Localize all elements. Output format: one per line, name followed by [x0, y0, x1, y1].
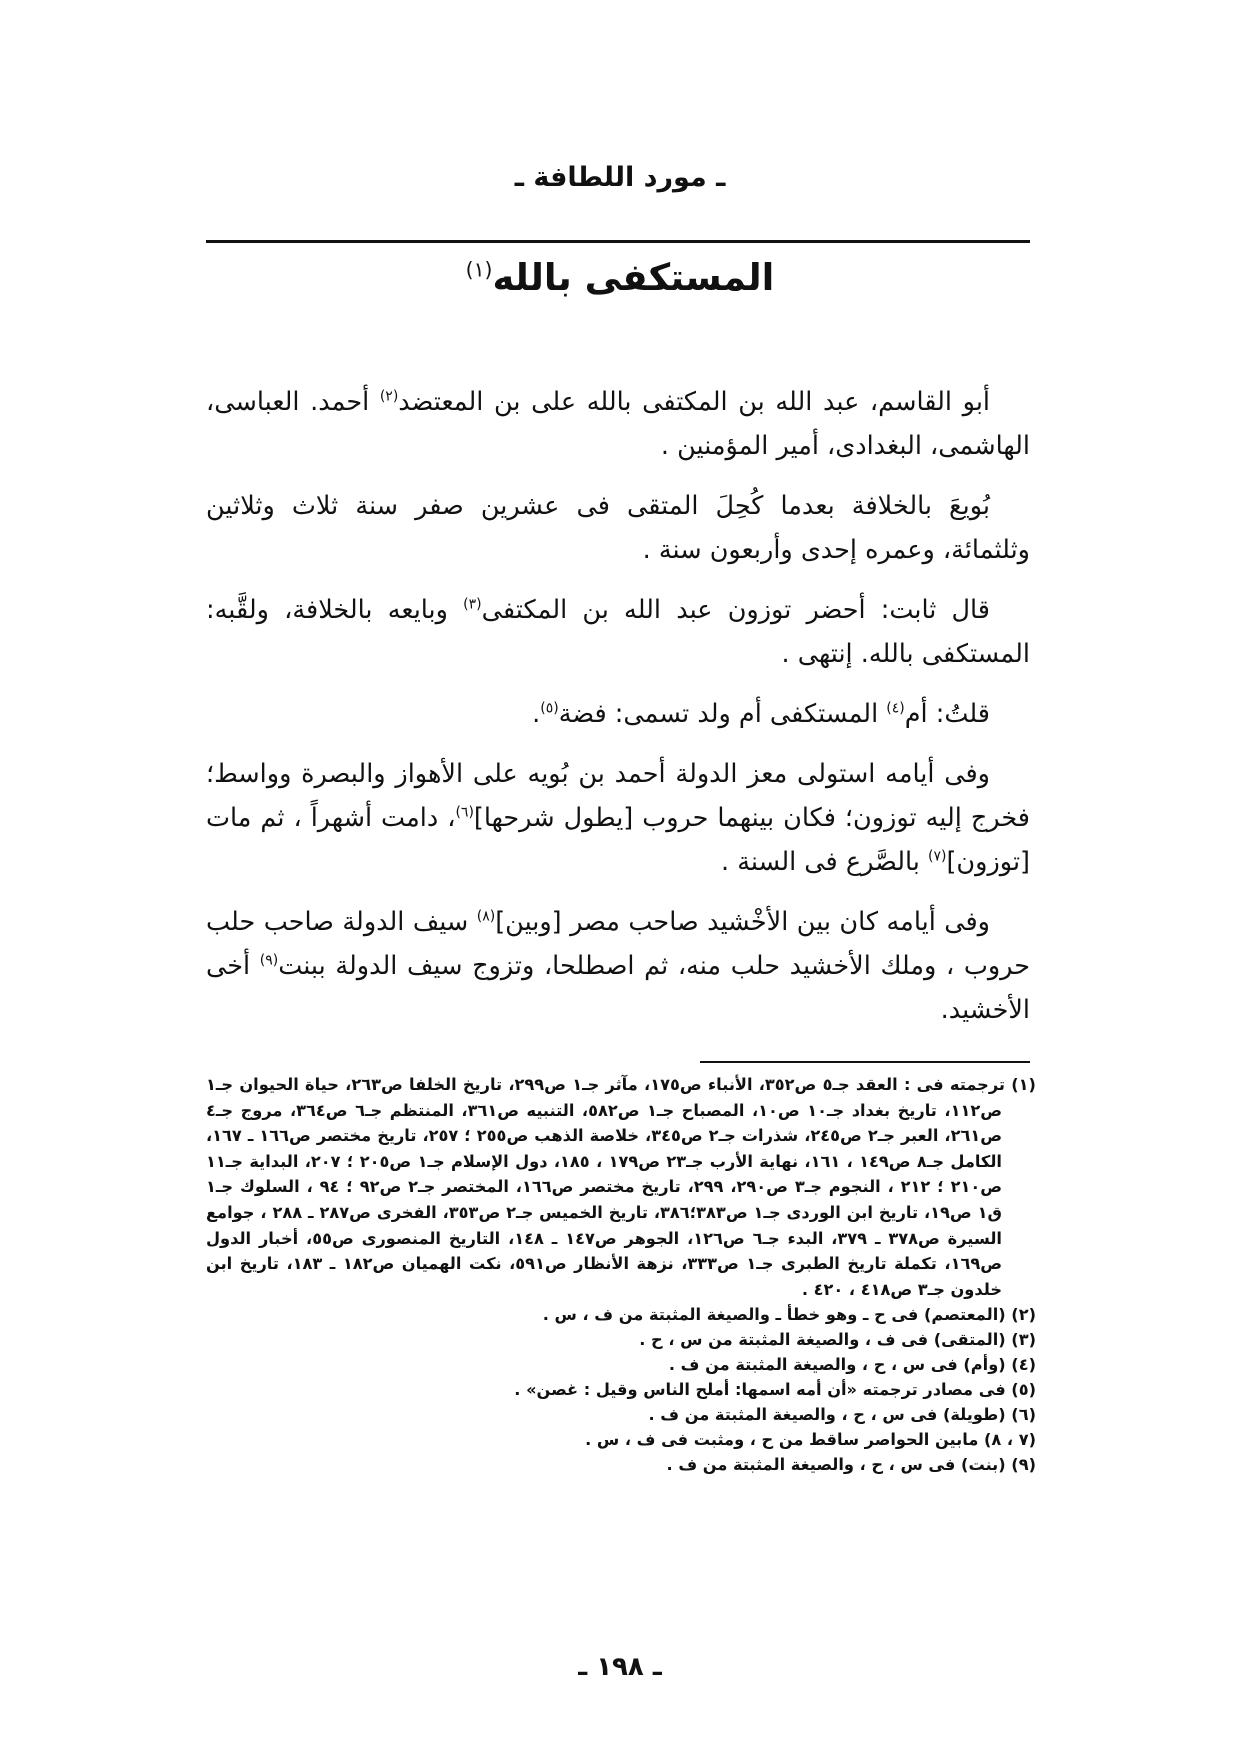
footnote: (٣) (المتقى) فى ف ، والصيغة المثبتة من س ، ح . [639, 1330, 1036, 1350]
paragraph [206, 900, 1030, 1032]
paragraph-text: سيف الدولة صاحب حلب حروب ، وملك الأخشيد حلب منه، ثم اصطلحا، وتزوج سيف الدولة ببنت [206, 907, 1030, 981]
paragraph-text: وفى أيامه استولى معز الدولة أحمد بن بُويه على الأهواز والبصرة وواسط؛ فخرج إليه توزون؛ فكان بينهما حروب [يطول شرحها] [206, 759, 1030, 833]
page-number: ـ ١٩٨ ـ [578, 1652, 662, 1682]
paragraph-text: . [532, 699, 541, 729]
note-ref: (٨) [476, 908, 496, 925]
chapter-title-text: المستكفى بالله [492, 256, 775, 299]
paragraph [206, 692, 1030, 736]
note-ref: (٦) [455, 804, 474, 821]
note-ref: (٩) [259, 952, 279, 969]
note-ref: (٧) [928, 848, 947, 865]
paragraph-text: بُويعَ بالخلافة بعدما كُحِلَ المتقى فى عشرين صفر سنة ثلاث وثلاثين وثلثمائة، وعمره إحدى وأربعون سنة . [206, 491, 1030, 565]
paragraph-text: قال ثابت: أحضر توزون عبد الله بن المكتفى [481, 595, 990, 625]
footnote: (٦) (طويلة) فى س ، ح ، والصيغة المثبتة من ف . [648, 1405, 1036, 1425]
paragraph-text: وفى أيامه كان بين الأخْشيد صاحب مصر [وبين] [495, 907, 990, 937]
paragraph-text: أبو القاسم، عبد الله بن المكتفى بالله على بن المعتضد [398, 387, 990, 417]
paragraph-text: أخى الأخشيد. [206, 951, 1030, 1025]
footnote: (٥) فى مصادر ترجمته «أن أمه اسمها: أملح الناس وقيل : غصن» . [514, 1380, 1036, 1400]
paragraph-text: أحمد. العباسى، الهاشمى، البغدادى، أمير المؤمنين . [206, 387, 1030, 461]
footnotes [206, 1072, 1036, 1477]
note-ref: (٤) [886, 700, 905, 717]
header-divider [206, 240, 1030, 243]
note-ref: (٥) [540, 700, 559, 717]
running-head: ـ مورد اللطافة ـ [514, 162, 726, 193]
footnote: (٩) (بنت) فى س ، ح ، والصيغة المثبتة من ف . [666, 1455, 1036, 1475]
note-ref: (٣) [463, 596, 482, 613]
footnote: (١) ترجمته فى : العقد جـ٥ ص٣٥٢، الأنباء ص١٧٥، مآثر جـ١ ص٢٩٩، تاريخ الخلفا ص٢٦٣، حياة الحيوان جـ١ ص١١٢، تاريخ بغداد جـ١٠ ص١٠، المصباح جـ١ ص٥٨٢، التنبيه ص٣٦١، المنتظم جـ٦ ص٣٦٤، مروج جـ٤ ص٢٦١، العبر جـ٢ ص٢٤٥، شذرات جـ٢ ص٣٤٥، خلاصة الذهب ص٢٥٥ ؛ ٢٥٧، تاريخ مختصر ص١٦٦ ـ ١٦٧، الكامل جـ٨ ص١٤٩ ، ١٦١، نهاية الأرب جـ٢٣ ص١٧٩ ، ١٨٥، دول الإسلام جـ١ ص٢٠٥ ؛ ٢٠٧، البداية جـ١١ ص٢١٠ ؛ ٢١٢ ، النجوم جـ٣ ص٢٩٠، ٢٩٩، تاريخ مختصر ص١٦٦، المختصر جـ٢ ص٩٢ ؛ ٩٤ ، السلوك جـ١ ق١ ص١٩، تاريخ ابن الوردى جـ١ ص٣٨٣؛٣٨٦، تاريخ الخميس جـ٢ ص٣٥٣، الفخرى ص٢٨٧ ـ ٢٨٨ ، جوامع السيرة ص٣٧٨ ـ ٣٧٩، البدء جـ٦ ص١٢٦، الجوهر ص١٤٧ ـ ١٤٨، التاريخ المنصورى ص٥٥، أخبار الدول ص١٦٩، تكملة تاريخ الطبرى جـ١ ص٣٣٣، نزهة الأنظار ص٥٩١، نكت الهميان ص١٨٢ ـ ١٨٣، تاريخ ابن خلدون جـ٣ ص٤١٨ ، ٤٢٠ . [206, 1075, 1036, 1299]
paragraph [206, 380, 1030, 468]
paragraph-text: وبايعه بالخلافة، ولقَّبه: المستكفى بالله. إنتهى . [206, 595, 1030, 669]
chapter-title [0, 256, 1240, 299]
paragraph-text: المستكفى أم ولد تسمى: فضة [558, 699, 887, 729]
footnote: (٧ ، ٨) مابين الحواصر ساقط من ح ، ومثبت فى ف ، س . [585, 1430, 1036, 1450]
note-ref: (٢) [379, 388, 399, 405]
footnote: (٢) (المعتصم) فى ح ـ وهو خطأ ـ والصيغة المثبتة من ف ، س . [542, 1305, 1036, 1325]
paragraph-text: بالصَّرع فى السنة . [721, 847, 928, 877]
paragraph [206, 484, 1030, 572]
main-text [206, 380, 1030, 1048]
title-note-ref: (١) [465, 257, 493, 282]
paragraph-text: قلتُ: أم [904, 699, 990, 729]
paragraph [206, 752, 1030, 884]
footnote: (٤) (وأم) فى س ، ح ، والصيغة المثبتة من ف . [668, 1355, 1036, 1375]
paragraph [206, 588, 1030, 676]
paragraph-text: ، دامت أشهراً ، ثم مات [توزون] [206, 803, 1030, 877]
footnote-divider [700, 1061, 1030, 1063]
